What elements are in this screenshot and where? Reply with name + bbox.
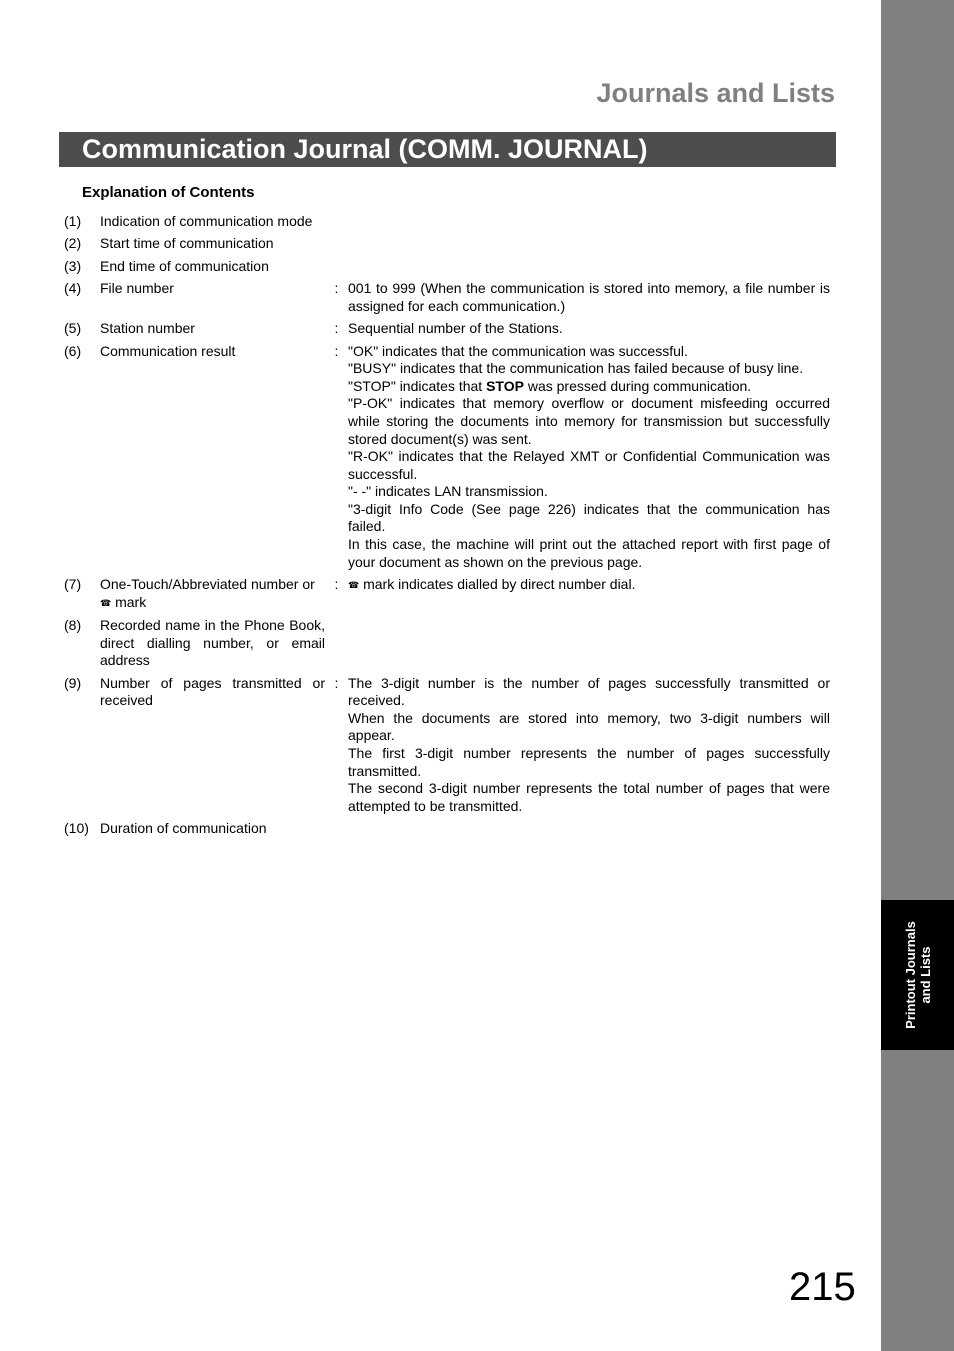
- item-term: Indication of communication mode: [100, 213, 313, 229]
- item-number: (4): [64, 280, 82, 297]
- item-number: (6): [64, 342, 82, 359]
- item-term: Duration of communication: [100, 820, 267, 837]
- item-term: Number of pages transmitted or received: [100, 674, 325, 709]
- list-item: [64, 320, 830, 338]
- item-description: ☎ mark indicates dialled by direct number dial.: [348, 576, 830, 612]
- item-term: Recorded name in the Phone Book, direct dialling number, or email address: [100, 617, 325, 669]
- separator: :: [334, 320, 339, 337]
- page-number: 215: [789, 1265, 856, 1309]
- separator: :: [334, 342, 339, 359]
- item-number: (10): [64, 820, 89, 837]
- item-number: (1): [64, 213, 82, 229]
- subheading: Explanation of Contents: [82, 184, 255, 201]
- page-title: Communication Journal (COMM. JOURNAL): [59, 132, 836, 167]
- stop-line: "STOP" indicates that STOP was pressed during communication.: [348, 377, 752, 394]
- chapter-tab-label: Printout Journals and Lists: [902, 921, 933, 1029]
- item-description: "OK" indicates that the communication was successful. "BUSY" indicates that the communication has failed because of busy line. "STOP" indicates that STOP was pressed during communication. "P-OK" indicates that memory overflow or document misfeeding occurred while storing the documents into memory for transmission but successfully stored document(s) was sent. "R-OK" indicates that the Relayed XMT or Confidential Communication was successful. "- -" indicates LAN transmission. "3-digit Info Code (See page 226) indicates that the communication has failed. In this case, the machine will print out the attached report with first page of your document as shown on the previous page.: [348, 342, 830, 570]
- list-item: [64, 280, 830, 315]
- item-term: Communication result: [100, 342, 236, 359]
- separator: :: [334, 576, 339, 593]
- item-term: End time of communication: [100, 257, 269, 274]
- list-item: [64, 820, 830, 838]
- item-number: (3): [64, 257, 82, 274]
- list-item: [64, 617, 830, 670]
- list-item: [64, 576, 830, 612]
- item-description: 001 to 999 (When the communication is stored into memory, a file number is assigned for each communication.): [348, 280, 830, 314]
- item-number: (2): [64, 235, 82, 252]
- item-term: Start time of communication: [100, 235, 274, 252]
- contents-list: [64, 213, 830, 843]
- phone-icon: ☎: [348, 580, 360, 591]
- item-description: Sequential number of the Stations.: [348, 320, 563, 337]
- list-item: [64, 258, 830, 276]
- item-term: One-Touch/Abbreviated number or ☎ mark: [100, 576, 325, 612]
- separator: :: [334, 674, 339, 691]
- list-item: [64, 213, 830, 231]
- item-term: File number: [100, 280, 174, 297]
- separator: :: [334, 280, 339, 297]
- list-item: [64, 235, 830, 253]
- list-item: [64, 343, 830, 572]
- item-number: (7): [64, 576, 82, 593]
- list-item: [64, 675, 830, 816]
- phone-icon: ☎: [100, 597, 112, 608]
- item-number: (8): [64, 617, 82, 634]
- chapter-tab: [881, 900, 954, 1050]
- item-term: Station number: [100, 320, 195, 337]
- item-number: (9): [64, 674, 82, 691]
- side-bar: [881, 0, 954, 1351]
- item-number: (5): [64, 320, 82, 337]
- section-title: Journals and Lists: [596, 78, 835, 108]
- item-description: The 3-digit number is the number of pages successfully transmitted or received. When the documents are stored into memory, two 3-digit numbers will appear. The first 3-digit number represents the number of pages successfully transmitted. The second 3-digit number represents the total number of pages that were attempted to be transmitted.: [348, 674, 830, 814]
